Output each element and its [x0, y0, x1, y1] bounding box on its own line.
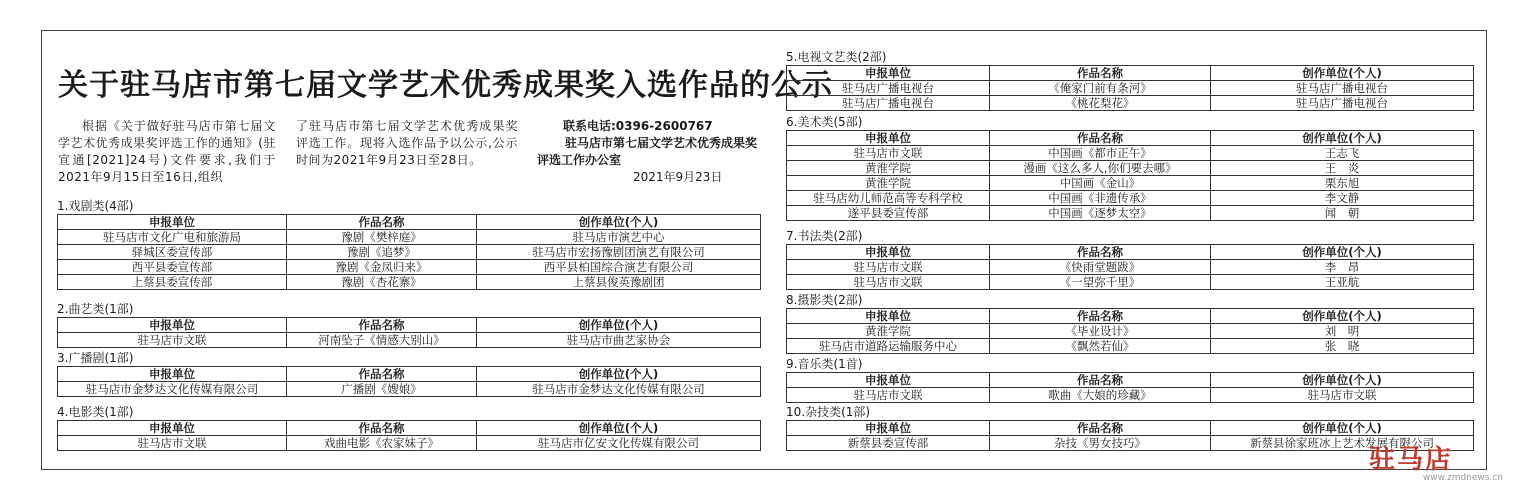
creator-cell: 新蔡县徐家班冰上艺术发展有限公司 [1211, 436, 1474, 451]
table-header-row [787, 421, 1474, 436]
work-title-cell: 戏曲电影《农家妹子》 [287, 436, 477, 451]
section-title: 9.音乐类(1首) [786, 357, 863, 371]
table-row [787, 81, 1474, 96]
work-title-cell: 《俺家门前有条河》 [990, 81, 1211, 96]
column-header: 申报单位 [787, 131, 990, 146]
creator-cell: 栗东旭 [1211, 176, 1474, 191]
column-header: 创作单位(个人) [1211, 421, 1474, 436]
table-row [787, 388, 1474, 403]
watermark [1369, 439, 1509, 483]
section-title: 8.摄影类(2部) [786, 293, 863, 307]
notice-column-2: 了驻马店市第七届文学艺术优秀成果奖评选工作。现将入选作品予以公示,公示时间为2021年9月23日至28日。 [296, 119, 518, 167]
creator-cell: 李文静 [1211, 191, 1474, 206]
section [57, 405, 761, 451]
notice-date: 2021年9月23日 [633, 170, 723, 184]
work-title-cell: 杂技《男女技巧》 [990, 436, 1211, 451]
section-table [786, 244, 1474, 290]
table-row [787, 176, 1474, 191]
column-header: 创作单位(个人) [1211, 309, 1474, 324]
applicant-unit-cell: 黄淮学院 [787, 161, 990, 176]
notice-column-1: 根据《关于做好驻马店市第七届文学艺术优秀成果奖评选工作的通知》(驻宣通[2021]24号)文件要求,我们于2021年9月15日至16日,组织 [58, 119, 276, 184]
applicant-unit-cell: 黄淮学院 [787, 176, 990, 191]
table-row [58, 245, 761, 260]
applicant-unit-cell: 遂平县委宣传部 [787, 206, 990, 221]
section-table [57, 214, 761, 290]
watermark-logo: 驻马店 [1369, 445, 1454, 475]
table-row [787, 96, 1474, 111]
column-header: 申报单位 [58, 215, 287, 230]
column-header: 作品名称 [990, 373, 1211, 388]
column-header: 创作单位(个人) [477, 215, 761, 230]
section-table [57, 366, 761, 397]
applicant-unit-cell: 驻马店市文联 [787, 146, 990, 161]
creator-cell: 西平县柏国综合演艺有限公司 [477, 260, 761, 275]
column-header: 申报单位 [787, 421, 990, 436]
section-table [786, 372, 1474, 403]
section-title: 4.电影类(1部) [57, 405, 134, 419]
column-header: 申报单位 [787, 373, 990, 388]
creator-cell: 驻马店广播电视台 [1211, 81, 1474, 96]
table-header-row [58, 421, 761, 436]
table-header-row [787, 66, 1474, 81]
creator-cell: 驻马店市金梦达文化传媒有限公司 [477, 382, 761, 397]
work-title-cell: 歌曲《大娘的珍藏》 [990, 388, 1211, 403]
section-table [786, 308, 1474, 354]
section [786, 293, 1474, 354]
creator-cell: 驻马店市演艺中心 [477, 230, 761, 245]
section [57, 302, 761, 348]
creator-cell: 驻马店市宏扬豫剧团演艺有限公司 [477, 245, 761, 260]
applicant-unit-cell: 驻马店市道路运输服务中心 [787, 339, 990, 354]
work-title-cell: 豫剧《金凤归来》 [287, 260, 477, 275]
work-title-cell: 漫画《这么多人,你们要去哪》 [990, 161, 1211, 176]
creator-cell: 王亚航 [1211, 275, 1474, 290]
applicant-unit-cell: 驻马店广播电视台 [787, 96, 990, 111]
column-header: 创作单位(个人) [477, 421, 761, 436]
applicant-unit-cell: 驻马店市文联 [787, 275, 990, 290]
creator-cell: 驻马店市亿安文化传媒有限公司 [477, 436, 761, 451]
section [57, 351, 761, 397]
watermark-url: www.zmdnews.cn [1422, 473, 1503, 483]
section-title: 2.曲艺类(1部) [57, 302, 134, 316]
applicant-unit-cell: 驻马店市金梦达文化传媒有限公司 [58, 382, 287, 397]
section [786, 357, 1474, 403]
table-header-row [787, 309, 1474, 324]
applicant-unit-cell: 驿城区委宣传部 [58, 245, 287, 260]
section-title: 10.杂技类(1部) [786, 405, 871, 419]
work-title-cell: 豫剧《追梦》 [287, 245, 477, 260]
creator-cell: 上蔡县俊英豫剧团 [477, 275, 761, 290]
column-header: 创作单位(个人) [1211, 66, 1474, 81]
section-title: 6.美术类(5部) [786, 115, 863, 129]
column-header: 作品名称 [990, 421, 1211, 436]
table-row [58, 230, 761, 245]
creator-cell: 刘 明 [1211, 324, 1474, 339]
creator-cell: 闻 朝 [1211, 206, 1474, 221]
work-title-cell: 中国画《逐梦太空》 [990, 206, 1211, 221]
column-header: 创作单位(个人) [1211, 131, 1474, 146]
table-row [787, 275, 1474, 290]
column-header: 创作单位(个人) [1211, 245, 1474, 260]
column-header: 作品名称 [990, 309, 1211, 324]
table-row [787, 191, 1474, 206]
work-title-cell: 《毕业设计》 [990, 324, 1211, 339]
column-header: 申报单位 [58, 367, 287, 382]
page-title: 关于驻马店市第七届文学艺术优秀成果奖入选作品的公示 [58, 68, 833, 103]
column-header: 作品名称 [990, 66, 1211, 81]
section-table [57, 420, 761, 451]
section-table [786, 130, 1474, 221]
work-title-cell: 中国画《金山》 [990, 176, 1211, 191]
column-header: 申报单位 [787, 309, 990, 324]
column-header: 创作单位(个人) [477, 318, 761, 333]
table-row [58, 260, 761, 275]
column-header: 作品名称 [990, 245, 1211, 260]
section [786, 50, 1474, 111]
table-row [787, 206, 1474, 221]
column-header: 申报单位 [787, 66, 990, 81]
table-header-row [58, 367, 761, 382]
section-title: 7.书法类(2部) [786, 229, 863, 243]
column-header: 作品名称 [287, 215, 477, 230]
table-header-row [787, 373, 1474, 388]
work-title-cell: 豫剧《杏花寨》 [287, 275, 477, 290]
creator-cell: 驻马店市文联 [1211, 388, 1474, 403]
work-title-cell: 中国画《都市正午》 [990, 146, 1211, 161]
column-header: 作品名称 [287, 421, 477, 436]
table-row [787, 161, 1474, 176]
table-row [787, 260, 1474, 275]
applicant-unit-cell: 上蔡县委宣传部 [58, 275, 287, 290]
applicant-unit-cell: 驻马店市文联 [787, 388, 990, 403]
section [786, 229, 1474, 290]
table-row [58, 275, 761, 290]
column-header: 申报单位 [58, 421, 287, 436]
table-row [787, 324, 1474, 339]
section-title: 3.广播剧(1部) [57, 351, 134, 365]
work-title-cell: 《一望弥千里》 [990, 275, 1211, 290]
section-title: 1.戏剧类(4部) [57, 199, 134, 213]
work-title-cell: 《桃花梨花》 [990, 96, 1211, 111]
applicant-unit-cell: 驻马店市文联 [787, 260, 990, 275]
section [57, 199, 761, 290]
applicant-unit-cell: 黄淮学院 [787, 324, 990, 339]
work-title-cell: 广播剧《嫂娘》 [287, 382, 477, 397]
applicant-unit-cell: 驻马店幼儿师范高等专科学校 [787, 191, 990, 206]
table-row [58, 382, 761, 397]
section-title: 5.电视文艺类(2部) [786, 50, 887, 64]
section-table [786, 65, 1474, 111]
table-header-row [787, 131, 1474, 146]
work-title-cell: 《飘然若仙》 [990, 339, 1211, 354]
column-header: 作品名称 [287, 367, 477, 382]
creator-cell: 驻马店市曲艺家协会 [477, 333, 761, 348]
applicant-unit-cell: 驻马店市文化广电和旅游局 [58, 230, 287, 245]
section-table [57, 317, 761, 348]
table-row [58, 436, 761, 451]
column-header: 作品名称 [990, 131, 1211, 146]
column-header: 申报单位 [58, 318, 287, 333]
column-header: 作品名称 [287, 318, 477, 333]
work-title-cell: 豫剧《樊梓庭》 [287, 230, 477, 245]
creator-cell: 张 晓 [1211, 339, 1474, 354]
table-row [787, 146, 1474, 161]
contact-office: 驻马店市第七届文学艺术优秀成果奖评选工作办公室 [537, 136, 758, 167]
creator-cell: 王志飞 [1211, 146, 1474, 161]
column-header: 申报单位 [787, 245, 990, 260]
creator-cell: 李 昂 [1211, 260, 1474, 275]
work-title-cell: 河南坠子《情感大别山》 [287, 333, 477, 348]
contact-block [537, 118, 762, 186]
table-header-row [787, 245, 1474, 260]
applicant-unit-cell: 驻马店广播电视台 [787, 81, 990, 96]
table-header-row [58, 215, 761, 230]
column-header: 创作单位(个人) [1211, 373, 1474, 388]
work-title-cell: 《快雨堂题跋》 [990, 260, 1211, 275]
creator-cell: 王 炎 [1211, 161, 1474, 176]
table-row [787, 339, 1474, 354]
applicant-unit-cell: 西平县委宣传部 [58, 260, 287, 275]
applicant-unit-cell: 驻马店市文联 [58, 333, 287, 348]
table-row [58, 333, 761, 348]
column-header: 创作单位(个人) [477, 367, 761, 382]
table-header-row [58, 318, 761, 333]
applicant-unit-cell: 驻马店市文联 [58, 436, 287, 451]
applicant-unit-cell: 新蔡县委宣传部 [787, 436, 990, 451]
creator-cell: 驻马店广播电视台 [1211, 96, 1474, 111]
section [786, 115, 1474, 221]
work-title-cell: 中国画《非遗传承》 [990, 191, 1211, 206]
contact-phone: 联系电话:0396-2600767 [563, 119, 713, 133]
